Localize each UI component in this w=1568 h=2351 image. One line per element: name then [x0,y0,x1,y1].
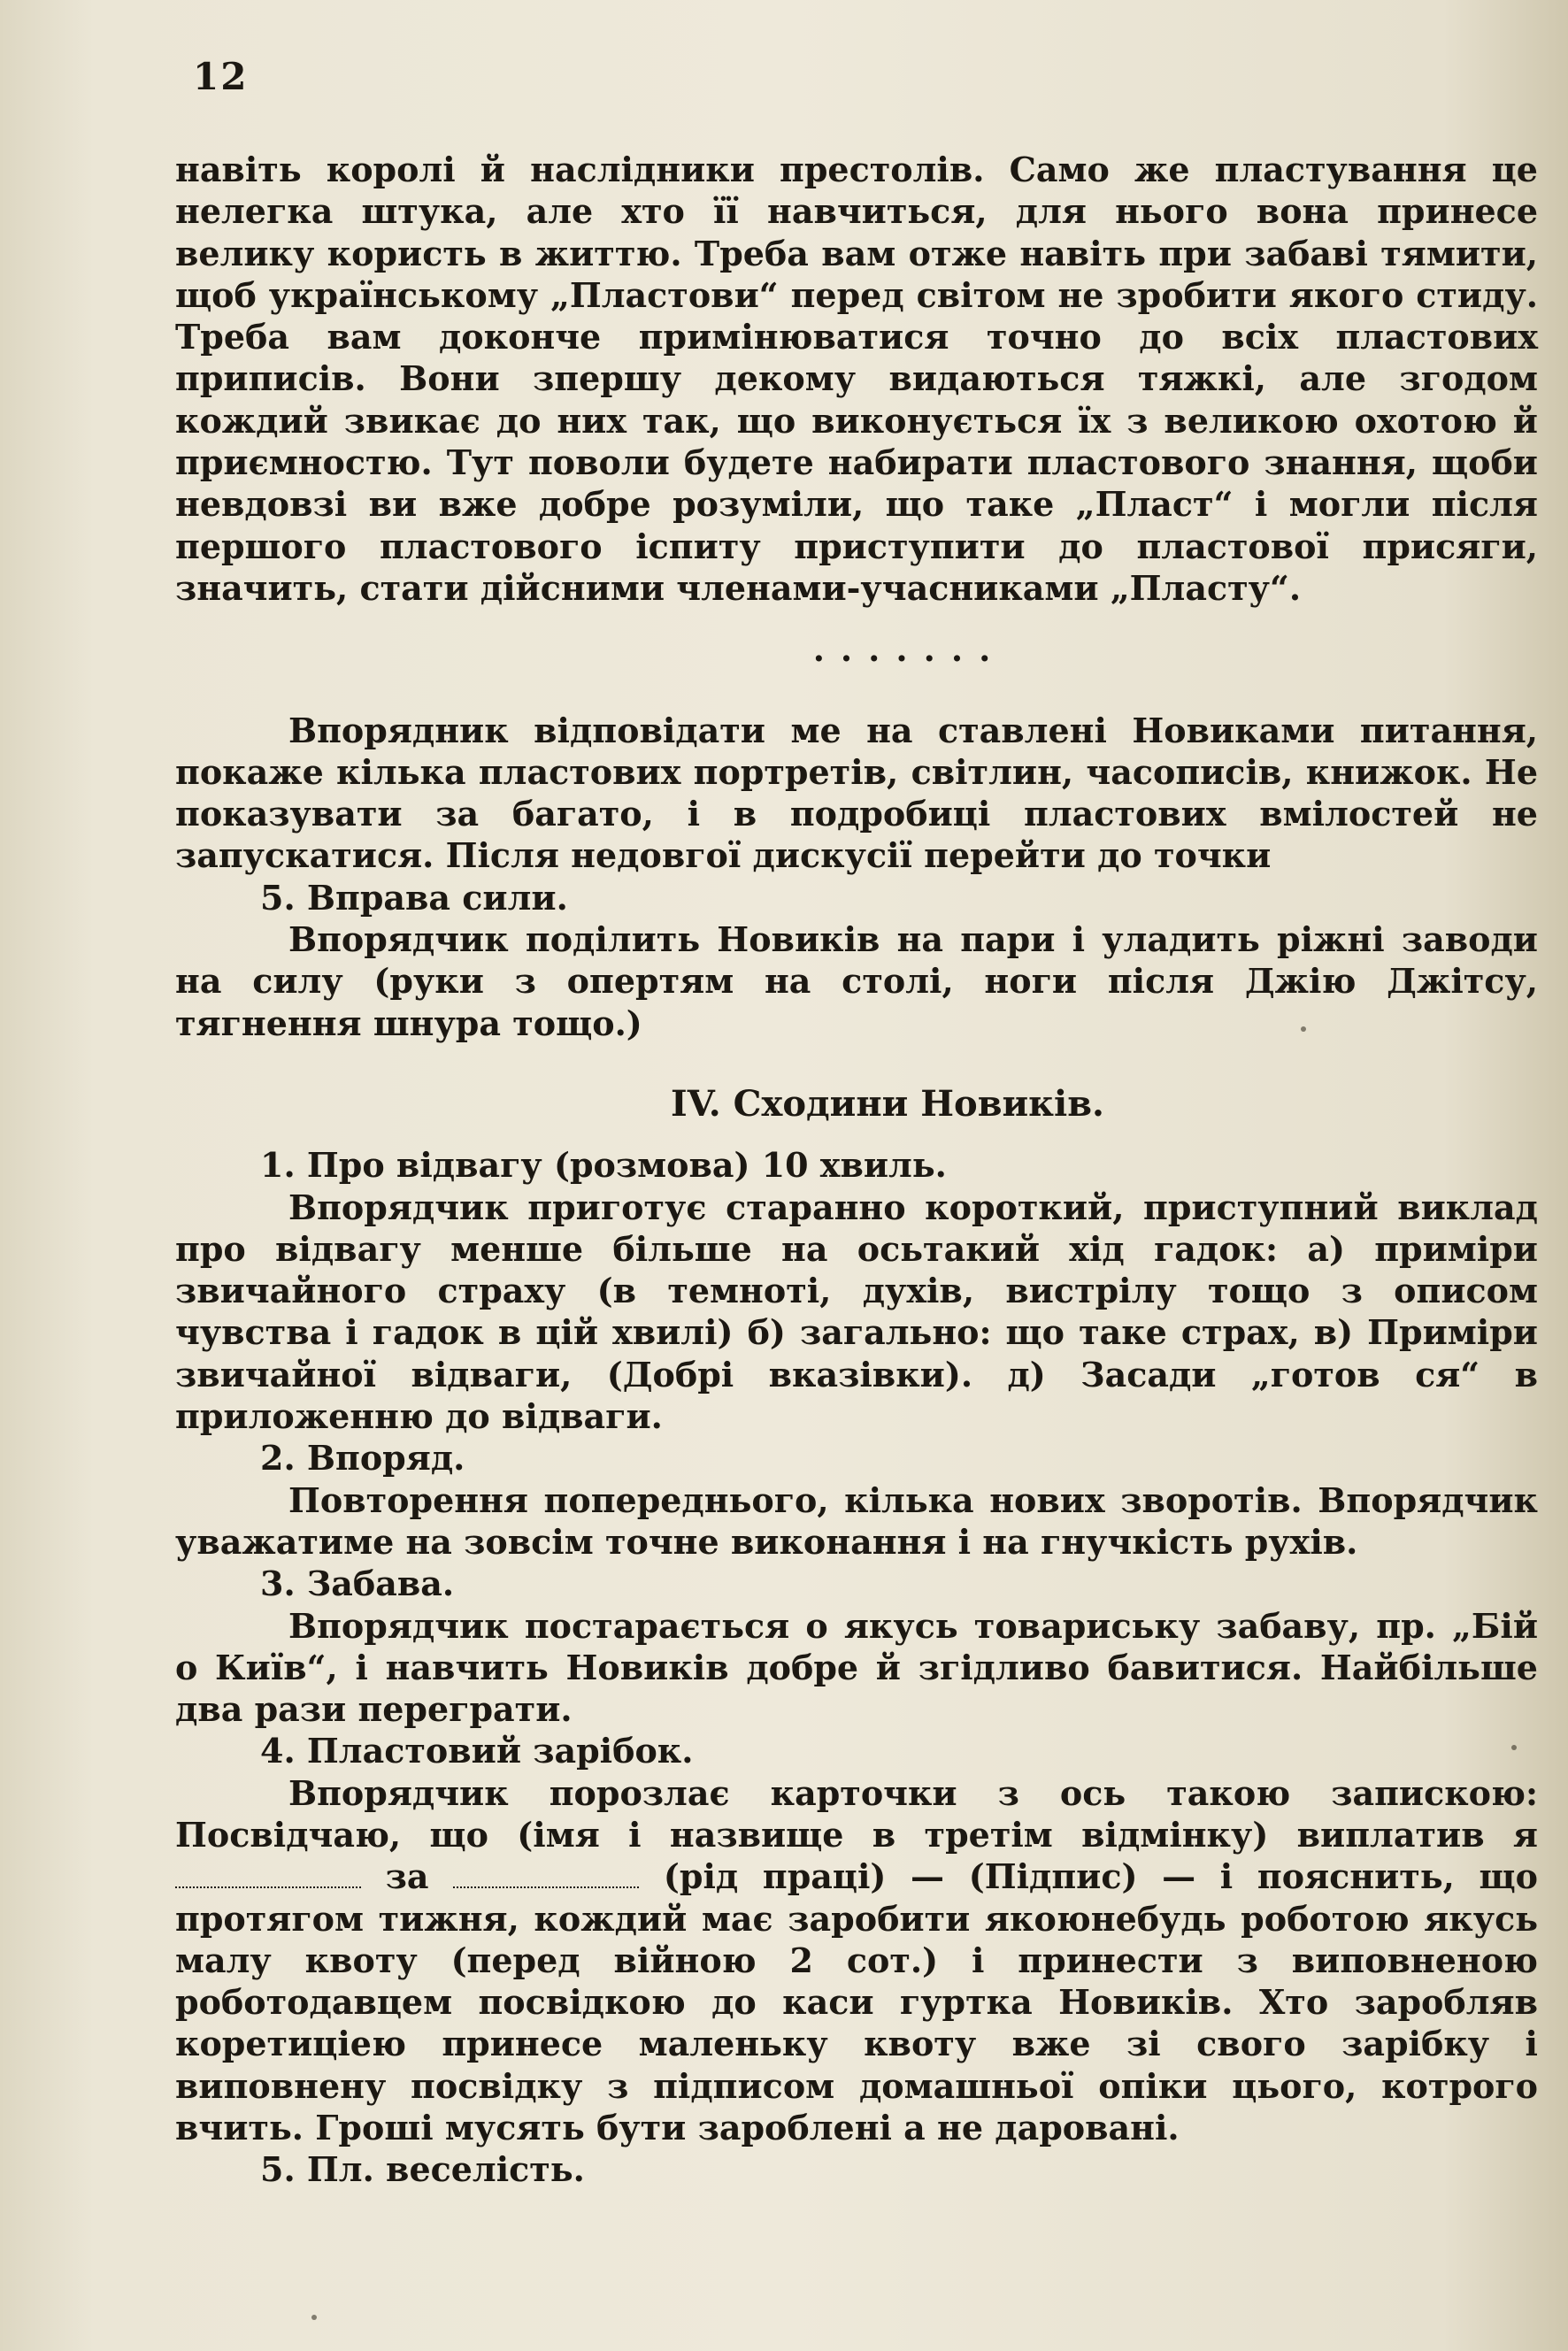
item-3-title: 3. Забава. [260,1563,455,1604]
item-4-title: 4. Пластовий зарібок. [260,1731,694,1771]
item-4-text-after: (рід праці) — (Підпис) — і пояснить, що протягом тижня, кождий має заробити якоюнебудь роботою якусь малу квоту (перед війною 2 сот.) і принести з виповненою роботодавцем посвідкою до каси гуртка Новиків. Хто заробляв коретиціею принесе маленьку квоту вже зі свого зарібку і виповнену посвідку з підписом домашньої опіки цього, котрого вчить. Гроші мусять бути зароблені а не даровані. [175,1856,1538,2148]
item-2-title: 2. Впоряд. [260,1438,465,1479]
spacer [175,1044,1538,1083]
spacer [175,671,1538,710]
page-number: 12 [193,55,249,98]
item-1-paragraph: Впорядчик приготує старанно короткий, приступний виклад про відвагу менше більше на осьтакий хід гадок: а) приміри звичайного страху (в темноті, духів, вистрілу тощо з описом чувства і гадок в цій хвилі) б) загально: що таке страх, в) Приміри звичайної відваги, (Добрі вказівки). д) Засади „готов ся“ в приложенню до відваги. [175,1187,1538,1437]
item-5-title: 5. Пл. веселість. [260,2149,585,2190]
intro-paragraph: навіть королі й наслідники престолів. Само же пластування це нелегка штука, але хто її навчиться, для нього вона принесе велику користь в життю. Треба вам отже навіть при забаві тямити, щоб українському „Пластови“ перед світом не зробити якого стиду. Треба вам доконче примінюватися точно до всіх пластових приписів. Вони зпершу декому видаються тяжкі, але згодом кождий звикає до них так, що виконується їх з великою охотою й приємностю. Тут поволи будете набирати пластового знання, щоби невдовзі ви вже добре розуміли, що таке „Пласт“ і могли після першого пластового іспиту приступити до пластової присяги, значить, стати дійсними членами-учасниками „Пласту“. [175,150,1538,608]
item-4-paragraph [175,1772,1538,2149]
page-body [175,149,1538,2191]
section-heading: IV. Сходини Новиків. [671,1082,1104,1125]
instructions-paragraph: Впорядник відповідати ме на ставлені Новиками питання, покаже кілька пластових портретів, світлин, часописів, книжок. Не показувати за багато, і в подробиці пластових вмілостей не запускатися. Після недовгої дискусії перейти до точки [175,710,1538,876]
item-4-text-mid: за [385,1856,429,1897]
blank-line [453,1860,639,1888]
item-3-paragraph: Впорядчик постарається о якусь товариську забаву, пр. „Бій о Київ“, і навчить Новиків добре й згідливо бавитися. Найбільше два рази переграти. [175,1605,1538,1730]
ink-speck [311,2315,317,2320]
ink-speck [1301,1026,1306,1032]
blank-line [175,1860,361,1888]
item-2-paragraph: Повторення попереднього, кілька нових зворотів. Впорядчик уважатиме на зовсім точне виконання і на гнучкість рухів. [175,1479,1538,1562]
exercise-paragraph: Впорядчик поділить Новиків на пари і уладить ріжні заводи на силу (руки з опертям на столі, ноги після Джію Джітсу, тягнення шнура тощо.) [175,919,1538,1043]
item-4-text-before: Впорядчик порозлає карточки з ось такою запискою: Посвідчаю, що (імя і назвище в третім відмінку) виплатив я [175,1772,1538,1855]
ink-speck [1511,1745,1517,1750]
item-1-title: 1. Про відвагу (розмова) 10 хвиль. [260,1145,947,1186]
spacer [175,1125,1538,1144]
spacer [175,609,1538,628]
section-separator: ....... [812,629,1007,670]
exercise-title: 5. Вправа сили. [260,877,568,918]
